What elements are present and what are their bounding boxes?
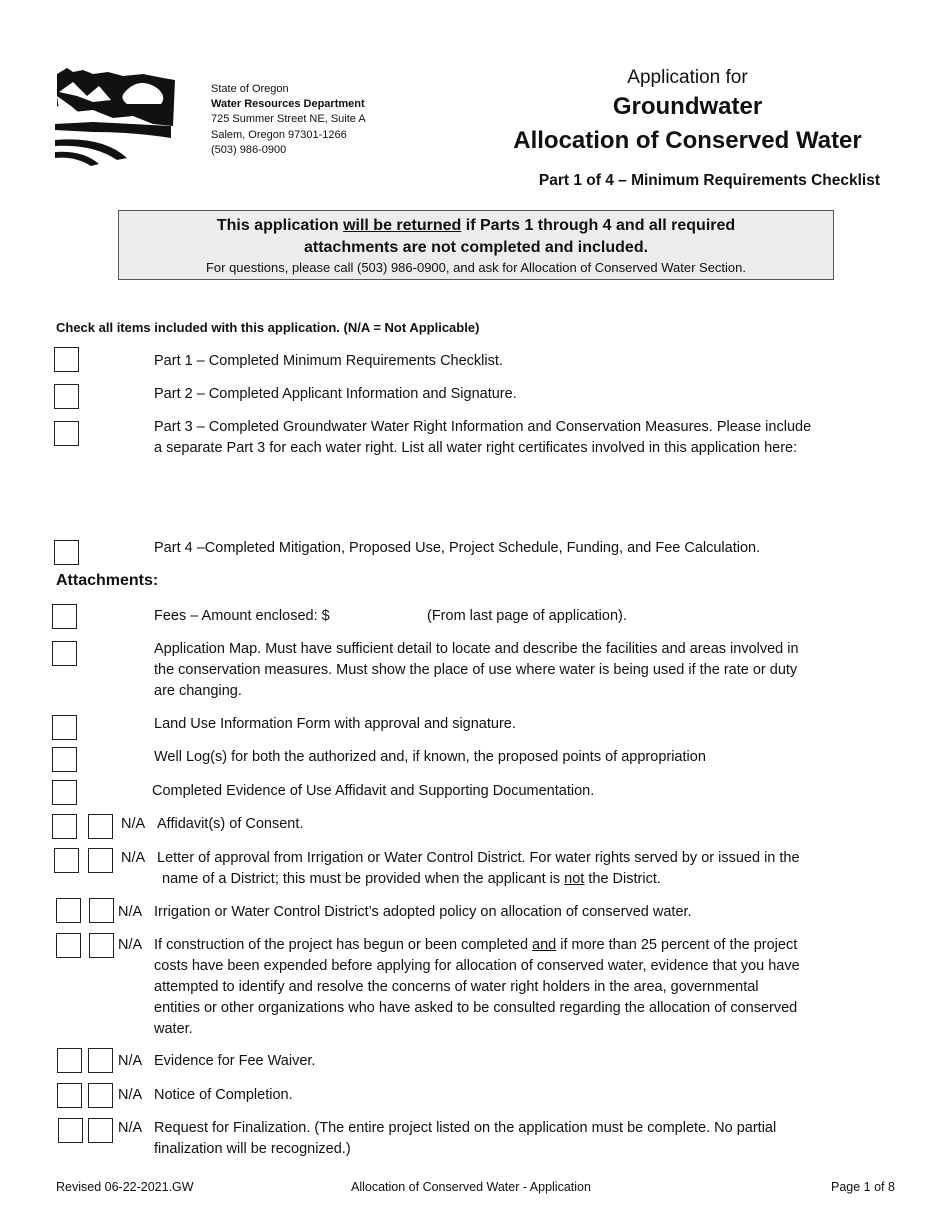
notice-line2: attachments are not completed and included. bbox=[303, 239, 649, 256]
notice-pre: This application bbox=[216, 217, 344, 234]
finalization-na-label: N/A bbox=[118, 1120, 143, 1136]
fees-label: Fees – Amount enclosed: $ bbox=[154, 608, 330, 624]
construction-checkbox[interactable] bbox=[56, 933, 81, 958]
construction-label-line1 bbox=[154, 935, 797, 956]
completion-na-label: N/A bbox=[118, 1087, 143, 1103]
part1-checkbox[interactable] bbox=[54, 347, 79, 372]
title-line1: Application for bbox=[627, 67, 748, 88]
part3-label-line2: a separate Part 3 for each water right. List all water right certificates involved in this application here: bbox=[154, 440, 798, 456]
evidence-of-use-checkbox[interactable] bbox=[52, 780, 77, 805]
fees-checkbox[interactable] bbox=[52, 604, 77, 629]
consent-na-label: N/A bbox=[121, 816, 146, 832]
form-title bbox=[490, 66, 885, 158]
letter-l2-pre: name of a District; this must be provided when the applicant is bbox=[162, 871, 565, 887]
finalization-na-checkbox[interactable] bbox=[88, 1118, 113, 1143]
consent-label: Affidavit(s) of Consent. bbox=[157, 816, 304, 832]
agency-phone: (503) 986-0900 bbox=[211, 143, 287, 156]
part2-label: Part 2 – Completed Applicant Information and Signature. bbox=[154, 386, 517, 402]
policy-label: Irrigation or Water Control District’s adopted policy on allocation of conserved water. bbox=[154, 904, 692, 920]
agency-state: State of Oregon bbox=[211, 83, 289, 95]
fee-waiver-checkbox[interactable] bbox=[57, 1048, 82, 1073]
completion-label: Notice of Completion. bbox=[154, 1087, 293, 1103]
fee-waiver-na-label: N/A bbox=[118, 1053, 143, 1069]
part4-checkbox[interactable] bbox=[54, 540, 79, 565]
evidence-of-use-label: Completed Evidence of Use Affidavit and Supporting Documentation. bbox=[152, 783, 595, 799]
footer-page: Page 1 of 8 bbox=[831, 1180, 895, 1194]
notice-line3: For questions, please call (503) 986-0900, and ask for Allocation of Conserved Water Section. bbox=[205, 260, 747, 275]
notice-line1 bbox=[119, 215, 833, 237]
return-notice-box bbox=[118, 210, 834, 280]
completion-checkbox[interactable] bbox=[57, 1083, 82, 1108]
letter-na-checkbox[interactable] bbox=[88, 848, 113, 873]
constr-l1-post: if more than 25 percent of the project bbox=[556, 937, 798, 953]
agency-department: Water Resources Department bbox=[211, 98, 365, 111]
finalization-label-line2: finalization will be recognized.) bbox=[154, 1141, 351, 1157]
fee-waiver-label: Evidence for Fee Waiver. bbox=[154, 1053, 316, 1069]
map-label-line2: the conservation measures. Must show the place of use where water is being used if the rate or duty bbox=[154, 662, 798, 678]
footer-center: Allocation of Conserved Water - Application bbox=[351, 1180, 591, 1194]
part-heading: Part 1 of 4 – Minimum Requirements Checklist bbox=[538, 172, 880, 189]
policy-checkbox[interactable] bbox=[56, 898, 81, 923]
construction-label-line4: entities or other organizations who have asked to be consulted regarding the allocation of conserved bbox=[154, 1000, 798, 1016]
map-checkbox[interactable] bbox=[52, 641, 77, 666]
constr-l1-pre: If construction of the project has begun or been completed bbox=[154, 937, 533, 953]
consent-checkbox[interactable] bbox=[52, 814, 77, 839]
completion-na-checkbox[interactable] bbox=[88, 1083, 113, 1108]
attachments-heading: Attachments: bbox=[56, 572, 159, 589]
part3-label-line1: Part 3 – Completed Groundwater Water Right Information and Conservation Measures. Please include bbox=[154, 419, 812, 435]
map-label-line1: Application Map. Must have sufficient detail to locate and describe the facilities and areas involved in bbox=[154, 641, 799, 657]
fees-note: (From last page of application). bbox=[427, 608, 627, 624]
constr-l1-underlined: and bbox=[532, 937, 557, 953]
land-use-checkbox[interactable] bbox=[52, 715, 77, 740]
well-log-checkbox[interactable] bbox=[52, 747, 77, 772]
fee-waiver-na-checkbox[interactable] bbox=[88, 1048, 113, 1073]
title-line3: Allocation of Conserved Water bbox=[513, 127, 862, 154]
map-label-line3: are changing. bbox=[154, 683, 242, 699]
oregon-wrd-logo bbox=[53, 66, 178, 168]
part2-checkbox[interactable] bbox=[54, 384, 79, 409]
policy-na-checkbox[interactable] bbox=[89, 898, 114, 923]
agency-address-line1: 725 Summer Street NE, Suite A bbox=[211, 113, 366, 126]
finalization-label-line1: Request for Finalization. (The entire project listed on the application must be complete. No partial bbox=[154, 1120, 777, 1136]
construction-label-line3: attempted to identify and resolve the concerns of water right holders in the area, governmental bbox=[154, 979, 759, 995]
letter-label-line1: Letter of approval from Irrigation or Water Control District. For water rights served by or issued in the bbox=[157, 850, 800, 866]
consent-na-checkbox[interactable] bbox=[88, 814, 113, 839]
letter-na-label: N/A bbox=[121, 850, 146, 866]
part4-label: Part 4 –Completed Mitigation, Proposed Use, Project Schedule, Funding, and Fee Calculation. bbox=[154, 540, 761, 556]
construction-na-label: N/A bbox=[118, 937, 143, 953]
construction-label-line5: water. bbox=[154, 1021, 193, 1037]
letter-l2-post: the District. bbox=[584, 871, 661, 887]
construction-na-checkbox[interactable] bbox=[89, 933, 114, 958]
notice-underlined: will be returned bbox=[343, 217, 462, 234]
check-all-instruction: Check all items included with this application. (N/A = Not Applicable) bbox=[56, 320, 480, 335]
footer-revised: Revised 06-22-2021.GW bbox=[56, 1180, 194, 1194]
land-use-label: Land Use Information Form with approval and signature. bbox=[154, 716, 516, 732]
letter-label-line2 bbox=[162, 869, 661, 890]
agency-address-block bbox=[211, 82, 366, 158]
notice-post: if Parts 1 through 4 and all required bbox=[461, 217, 736, 234]
part1-label: Part 1 – Completed Minimum Requirements Checklist. bbox=[154, 353, 503, 369]
construction-label-line2: costs have been expended before applying for allocation of conserved water, evidence that you have bbox=[154, 958, 800, 974]
finalization-checkbox[interactable] bbox=[58, 1118, 83, 1143]
letter-l2-underlined: not bbox=[564, 871, 585, 887]
agency-address-line2: Salem, Oregon 97301-1266 bbox=[211, 128, 347, 141]
letter-checkbox[interactable] bbox=[54, 848, 79, 873]
part3-checkbox[interactable] bbox=[54, 421, 79, 446]
title-line2: Groundwater bbox=[612, 93, 763, 120]
policy-na-label: N/A bbox=[118, 904, 143, 920]
well-log-label: Well Log(s) for both the authorized and, if known, the proposed points of appropriation bbox=[154, 749, 706, 765]
